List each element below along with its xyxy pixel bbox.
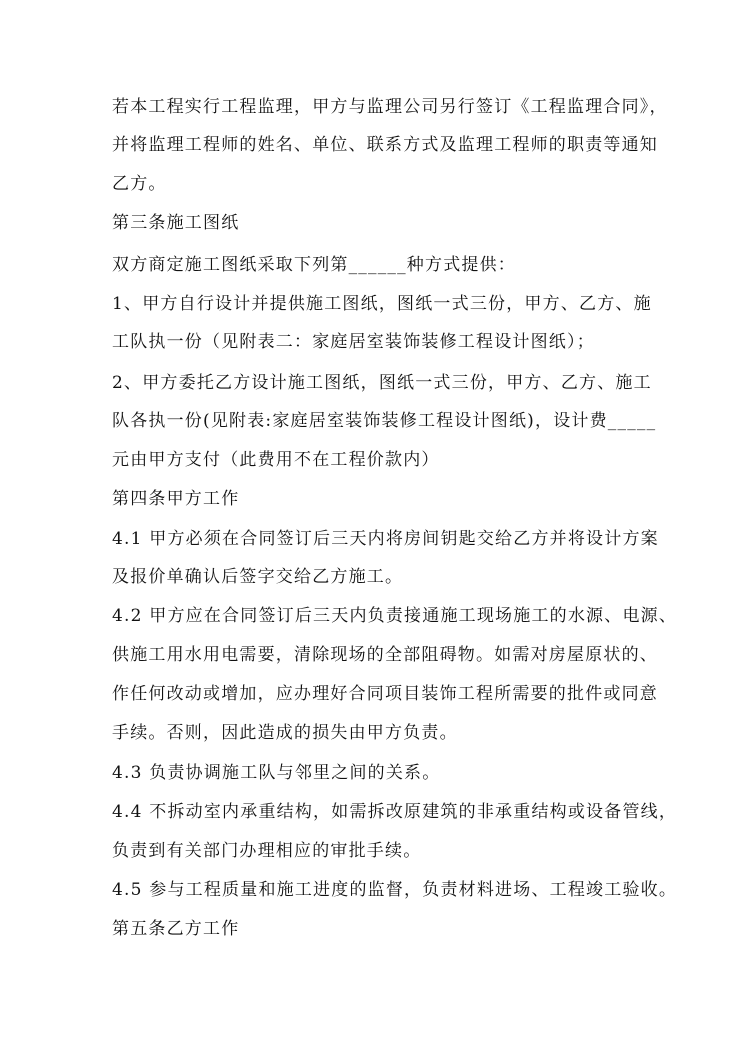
paragraph-line: 4.3 负责协调施工队与邻里之间的关系。 bbox=[112, 763, 441, 783]
paragraph-line: 并将监理工程师的姓名、单位、联系方式及监理工程师的职责等通知 bbox=[112, 135, 658, 155]
paragraph-line: 4.2 甲方应在合同签订后三天内负责接通施工现场施工的水源、电源、 bbox=[112, 606, 678, 626]
section-heading: 第三条施工图纸 bbox=[112, 213, 240, 233]
paragraph-line: 2、甲方委托乙方设计施工图纸，图纸一式三份，甲方、乙方、施工 bbox=[112, 373, 652, 393]
paragraph-line: 乙方。 bbox=[112, 174, 167, 194]
paragraph-line: 手续。否则，因此造成的损失由甲方负责。 bbox=[112, 723, 458, 743]
paragraph-line: 元由甲方支付（此费用不在工程价款内） bbox=[112, 450, 440, 470]
paragraph-line: 4.1 甲方必须在合同签订后三天内将房间钥匙交给乙方并将设计方案 bbox=[112, 529, 659, 549]
paragraph-line: 及报价单确认后签字交给乙方施工。 bbox=[112, 567, 404, 587]
paragraph-line: 若本工程实行工程监理，甲方与监理公司另行签订《工程监理合同》， bbox=[112, 97, 668, 117]
paragraph-line: 负责到有关部门办理相应的审批手续。 bbox=[112, 841, 422, 861]
section-heading: 第五条乙方工作 bbox=[112, 919, 240, 939]
paragraph-line: 1、甲方自行设计并提供施工图纸，图纸一式三份，甲方、乙方、施 bbox=[112, 294, 652, 314]
paragraph-line: 供施工用水用电需要，清除现场的全部阻碍物。如需对房屋原状的、 bbox=[112, 645, 658, 665]
paragraph-line: 4.5 参与工程质量和施工进度的监督，负责材料进场、工程竣工验收。 bbox=[112, 880, 678, 900]
paragraph-line: 双方商定施工图纸采取下列第______种方式提供： bbox=[112, 255, 516, 275]
paragraph-line: 4.4 不拆动室内承重结构，如需拆改原建筑的非承重结构或设备管线， bbox=[112, 802, 678, 822]
paragraph-line: 队各执一份(见附表:家庭居室装饰装修工程设计图纸)，设计费_____ bbox=[112, 411, 657, 431]
section-heading: 第四条甲方工作 bbox=[112, 489, 240, 509]
paragraph-line: 作任何改动或增加，应办理好合同项目装饰工程所需要的批件或同意 bbox=[112, 684, 658, 704]
paragraph-line: 工队执一份（见附表二：家庭居室装饰装修工程设计图纸）； bbox=[112, 332, 595, 352]
